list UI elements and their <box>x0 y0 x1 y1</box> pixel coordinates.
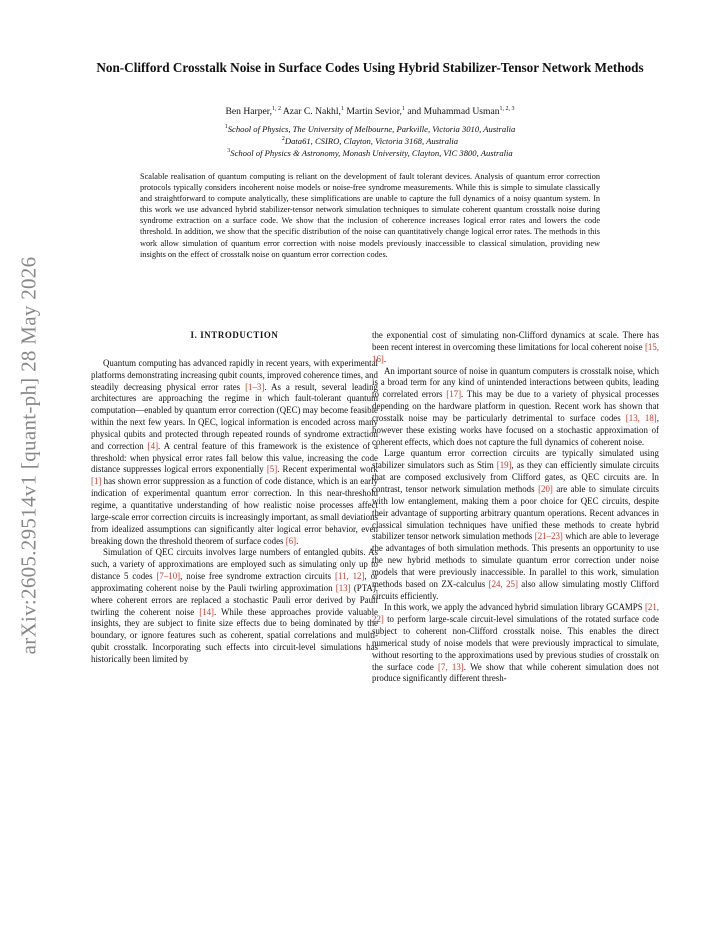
body-paragraph <box>372 448 659 602</box>
affiliation-line <box>80 135 660 147</box>
body-text: (PTA), where coherent errors are replaced a stochastic Pauli error derived by Pauli twirling the coherent noise <box>91 582 379 617</box>
author-affiliation-mark: 1 <box>340 105 344 112</box>
citation-link[interactable]: [6] <box>285 535 297 546</box>
citation-link[interactable]: [4] <box>147 440 159 451</box>
body-text: , noise free syndrome extraction circuits <box>180 571 335 582</box>
left-column <box>91 330 378 666</box>
body-text: . As a result, several leading architectures are approaching the regime in which fault-tolerant quantum computation—enabled by quantum error correction (QEC) may become feasible within the next few years. In QEC, logical information is encoded across many physical qubits and protected through repeated rounds of syndrome extraction and correction <box>91 381 378 451</box>
body-text: Quantum computing has advanced rapidly in recent years, with experimental platforms demonstrating increasing qubit counts, improved coherence times, and steadily decreasing physical error rates <box>91 357 378 392</box>
body-text: , as they can efficiently simulate circuits that are composed exclusively from Clifford gates, as QEC circuits are. In contrast, tensor network simulation methods <box>372 460 659 494</box>
body-paragraph <box>91 358 378 548</box>
author-list <box>80 106 660 117</box>
section-heading: I. INTRODUCTION <box>190 330 279 340</box>
citation-link[interactable]: [1] <box>91 476 102 487</box>
affiliation-line <box>80 147 660 159</box>
body-text: . Recent experimental work <box>277 464 378 475</box>
affiliation-mark: 3 <box>227 148 231 155</box>
paper-title: Non-Clifford Crosstalk Noise in Surface Codes Using Hybrid Stabilizer-Tensor Network Methods <box>96 60 644 75</box>
citation-link[interactable]: [21, 22] <box>372 602 659 625</box>
body-text: . <box>296 535 299 546</box>
body-text: has shown error suppression as a function of code distance, which is an early indication of experimental quantum error correction. In this near-threshold regime, a quantitative understanding of how realistic noise processes affect large-scale error correction circuits is increasingly important, as small deviations from idealized assumptions can significantly alter logical error behavior, even breaking down the threshold theorem of surface codes <box>91 476 378 546</box>
body-text: In this work, we apply the advanced hybrid simulation library GCAMPS <box>384 602 645 613</box>
body-paragraph <box>372 602 659 685</box>
body-text: the exponential cost of simulating non-Clifford dynamics at scale. There has been recent interest in overcoming these limitations for local coherent noise <box>372 330 659 352</box>
citation-link[interactable]: [19] <box>496 460 512 471</box>
body-text: An important source of noise in quantum computers is crosstalk noise, which is a broad term for any kind of unintended interactions between qubits, leading to correlated errors <box>372 365 659 400</box>
affiliation-line <box>80 123 660 135</box>
body-text: . <box>383 353 387 364</box>
author-name: Azar C. Nakhl, <box>282 106 341 117</box>
body-text: Large quantum error correction circuits are typically simulated using stabilizer simulators such as Stim <box>372 448 659 471</box>
body-text: , however these existing works have focused on a stochastic approximation of coherent effects, which does not capture the full dynamics of coherent noise. <box>372 412 659 447</box>
citation-link[interactable]: [7–10] <box>156 571 181 582</box>
author-name: and Muhammad Usman <box>407 106 500 117</box>
body-text: , or approximating coherent noise by the Pauli twirling approximation <box>91 571 378 593</box>
body-text: . We show that while coherent simulation does not produce significantly different thresh- <box>372 661 659 684</box>
citation-link[interactable]: [13, 18] <box>625 412 657 423</box>
right-column-body <box>372 330 659 685</box>
citation-link[interactable]: [14] <box>199 606 214 617</box>
author-name: Ben Harper, <box>225 106 272 117</box>
arxiv-identifier <box>4 240 54 670</box>
citation-link[interactable]: [15, 16] <box>372 341 659 364</box>
citation-link[interactable]: [21–23] <box>534 531 563 542</box>
affiliation-mark: 2 <box>281 136 285 143</box>
left-column-body <box>91 358 378 666</box>
right-column <box>372 330 659 685</box>
arxiv-identifier-text: arXiv:2605.29514v1 [quant-ph] 28 May 2026 <box>16 256 41 654</box>
author-affiliation-mark: 1, 2, 3 <box>499 105 515 112</box>
body-text: also allow simulating mostly Clifford circuits efficiently. <box>372 578 659 601</box>
body-text: . A central feature of this framework is the existence of a threshold: when physical error rates fall below this value, increasing the code distance suppresses logical errors exponentially <box>91 440 378 475</box>
body-text: to perform large-scale circuit-level simulations of the rotated surface code subject to coherent non-Clifford crosstalk noise. This enables the direct numerical study of noise models that were previously impractical to simulate, without resorting to the approximations used by previous studies of crosstalk on the surface code <box>372 614 659 672</box>
body-paragraph <box>372 366 659 449</box>
citation-link[interactable]: [20] <box>538 483 553 494</box>
affiliation-text: School of Physics & Astronomy, Monash University, Clayton, VIC 3800, Australia <box>230 148 513 158</box>
body-text: Simulation of QEC circuits involves large numbers of entangled qubits. As such, a variety of approximations are employed such as simulating only up to distance 5 codes <box>91 547 378 582</box>
affiliation-list <box>80 123 660 159</box>
body-paragraph <box>372 330 659 366</box>
author-affiliation-mark: 1 <box>401 105 405 112</box>
author-affiliation-mark: 1, 2 <box>271 105 281 112</box>
body-paragraph <box>91 547 378 665</box>
affiliation-mark: 1 <box>224 124 228 131</box>
citation-link[interactable]: [13] <box>335 582 351 593</box>
citation-link[interactable]: [11, 12] <box>334 571 365 582</box>
body-text: are able to simulate circuits with low entanglement, making them a poor choice for QEC circuits, despite their advantage of supporting arbitrary quantum operations. Recent advances in classical simulation techniques have unified these methods to create hybrid stabilizer tensor network simulation methods <box>372 483 659 542</box>
citation-link[interactable]: [5] <box>266 464 278 475</box>
author-name: Martin Sevior, <box>346 106 402 117</box>
affiliation-text: Data61, CSIRO, Clayton, Victoria 3168, Australia <box>284 136 459 146</box>
affiliation-text: School of Physics, The University of Melbourne, Parkville, Victoria 3010, Australia <box>227 124 516 134</box>
abstract: Scalable realisation of quantum computing is reliant on the development of fault tolerant devices. Analysis of quantum error correction protocols typically considers incoherent noise models or noise-free syndrome measurements. While this is simple to simulate classically and straightforward to compute analytically, these simplifications are unable to capture the full dynamics of a noisy quantum system. In this work we use advanced hybrid stabilizer-tensor network simulation techniques to simulate coherent quantum crosstalk noise during syndrome extraction on a surface code. We show that the inclusion of coherence increases logical error rates and lowers the code threshold. In addition, we show that the specific distribution of the noise can quantitatively change logical error rates. The methods in this work allow simulation of quantum error correction with noise models previously inaccessible to classical simulation, providing new insights on the effect of crosstalk noise on quantum error correction codes. <box>140 172 600 259</box>
body-text: . While these approaches provide valuable insights, they are subject to finite size effects due to being dominated by the boundary, or ignore features such as coherent, spatial correlations and multi-qubit crosstalk. Incorporating such effects into circuit-level simulations has historically been limited by <box>91 606 378 664</box>
citation-link[interactable]: [24, 25] <box>488 578 518 589</box>
citation-link[interactable]: [7, 13] <box>438 661 464 672</box>
body-text: which are able to leverage the advantages of both simulation methods. This presents an opportunity to use the new hybrid methods to simulate quantum error correction under noise models that were previously inaccessible. In parallel to this work, simulation methods based on ZX-calculus <box>372 531 659 589</box>
citation-link[interactable]: [1–3] <box>245 381 265 392</box>
body-text: . This may be due to a variety of physical processes depending on the hardware platform in question. Recent work has shown that crosstalk noise may be particularly detrimental to surface codes <box>372 389 659 423</box>
citation-link[interactable]: [17] <box>446 389 462 400</box>
